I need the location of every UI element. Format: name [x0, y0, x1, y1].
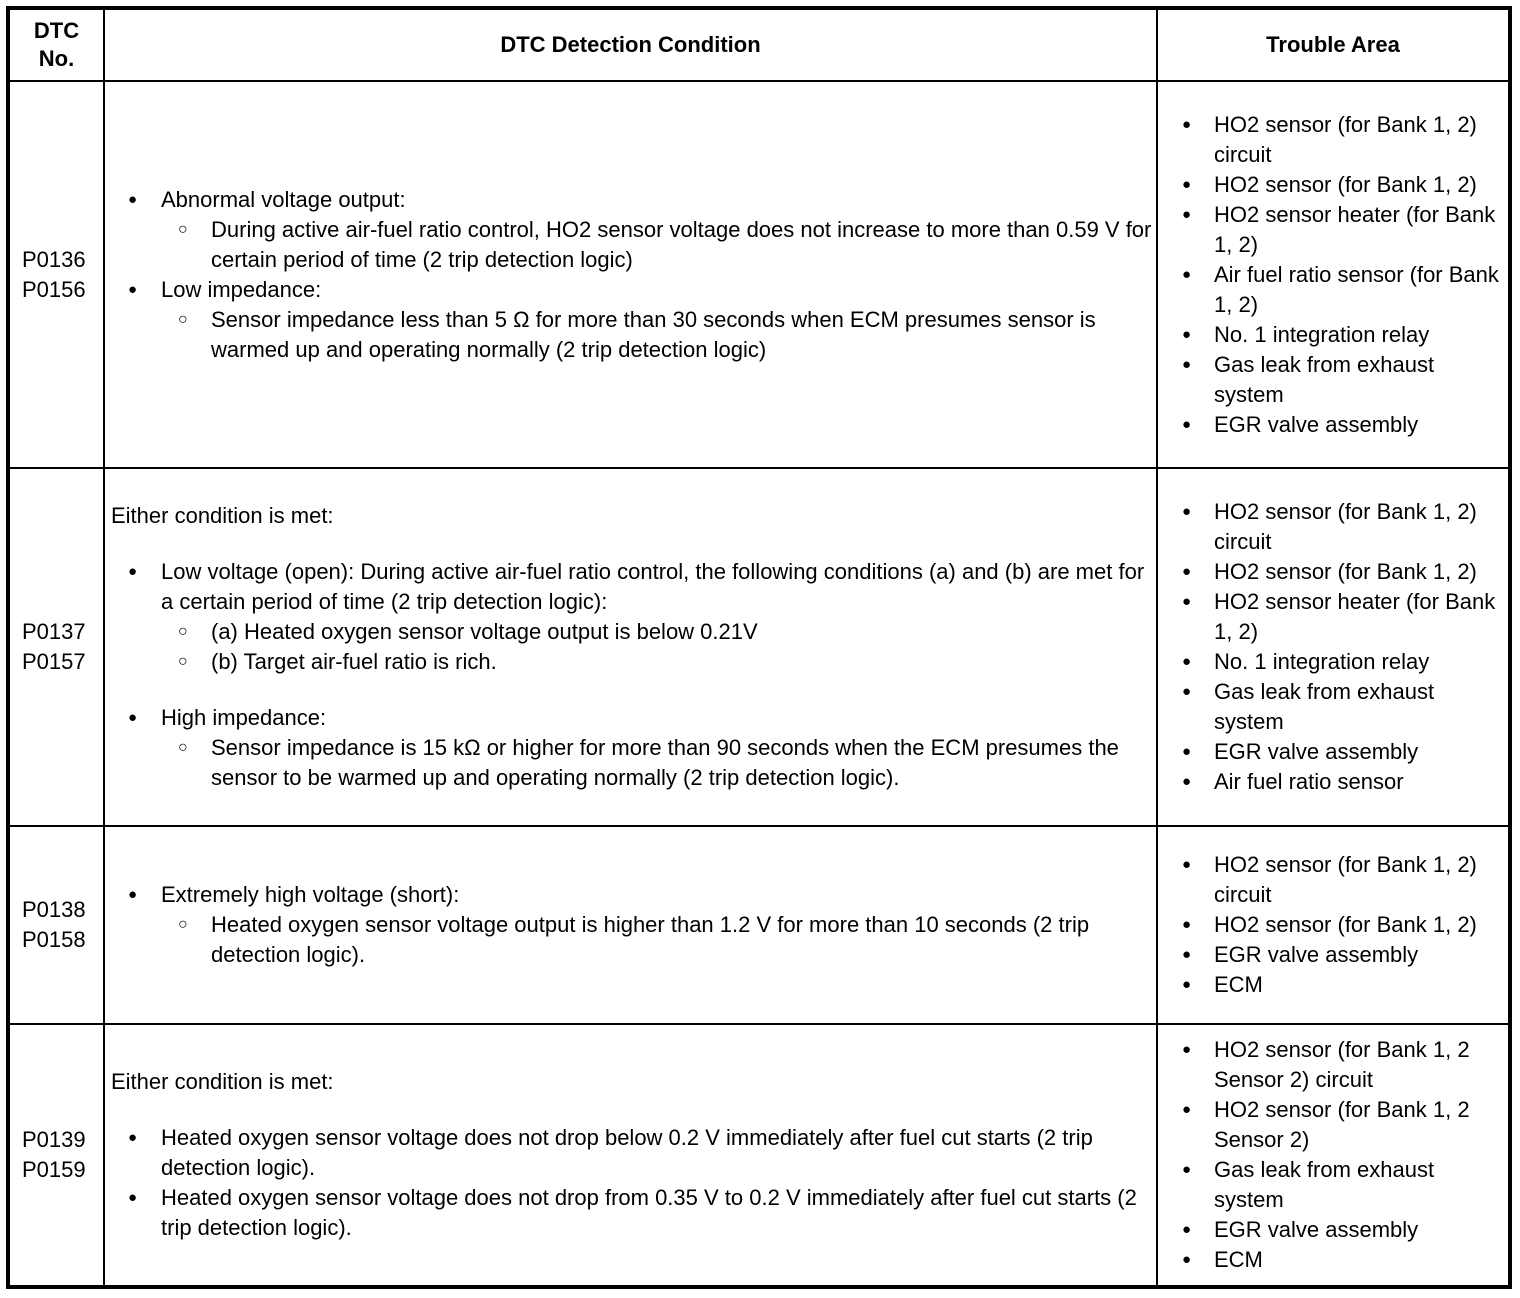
condition-text: Low impedance:: [161, 276, 322, 302]
bullet-filled-icon: ●: [128, 1189, 138, 1206]
trouble-area-text: EGR valve assembly: [1214, 1217, 1419, 1242]
trouble-area-text: HO2 sensor (for Bank 1, 2 Sensor 2) circuit: [1214, 1037, 1470, 1092]
dtc-codes-cell: [8, 468, 104, 826]
dtc-code: P0139: [22, 1127, 86, 1152]
bullet-filled-icon: ●: [1182, 653, 1192, 670]
trouble-area-item: [1162, 767, 1506, 797]
trouble-area-text: HO2 sensor (for Bank 1, 2 Sensor 2): [1214, 1097, 1470, 1152]
trouble-area-list: [1162, 110, 1506, 440]
trouble-area-text: HO2 sensor (for Bank 1, 2) circuit: [1214, 852, 1477, 907]
trouble-area-text: HO2 sensor (for Bank 1, 2): [1214, 559, 1477, 584]
bullet-filled-icon: ●: [1182, 563, 1192, 580]
trouble-area-item: [1162, 320, 1506, 350]
dtc-codes-cell: [8, 81, 104, 468]
bullet-filled-icon: ●: [1182, 1221, 1192, 1238]
condition-intro: Either condition is met:: [111, 1069, 334, 1094]
trouble-area-item: [1162, 260, 1506, 320]
table-row: [8, 1024, 1510, 1287]
bullet-filled-icon: ●: [1182, 683, 1192, 700]
sub-condition-list: [161, 733, 1152, 793]
sub-condition-list: [161, 910, 1152, 970]
sub-condition-text: (b) Target air-fuel ratio is rich.: [211, 649, 497, 674]
bullet-filled-icon: ●: [128, 886, 138, 903]
bullet-filled-icon: ●: [1182, 503, 1192, 520]
trouble-area-text: Air fuel ratio sensor (for Bank 1, 2): [1214, 261, 1499, 317]
dtc-code: P0137: [22, 619, 86, 644]
trouble-area-list: [1162, 1035, 1506, 1275]
trouble-area-item: [1162, 587, 1506, 647]
condition-list: [111, 557, 1152, 793]
bullet-filled-icon: ●: [1182, 743, 1192, 760]
sub-condition-text: Sensor impedance less than 5 Ω for more than 30 seconds when ECM presumes sensor is warmed up and operating normally (2 trip detection logic): [211, 306, 1096, 362]
sub-condition-text: Sensor impedance is 15 kΩ or higher for more than 90 seconds when the ECM presumes the sensor to be warmed up and operating normally (2 trip detection logic).: [211, 735, 1119, 790]
trouble-area-item: [1162, 410, 1506, 440]
header-row: [8, 8, 1510, 81]
bullet-filled-icon: ●: [1182, 976, 1192, 993]
trouble-area-text: ECM: [1214, 972, 1263, 997]
condition-item: [111, 1123, 1152, 1183]
trouble-area-item: [1162, 910, 1506, 940]
sub-condition-item: [111, 910, 1152, 970]
bullet-filled-icon: ●: [128, 563, 138, 580]
bullet-filled-icon: ●: [1182, 1101, 1192, 1118]
condition-text: High impedance:: [161, 705, 327, 730]
bullet-filled-icon: ●: [128, 709, 138, 726]
sub-condition-list: [161, 215, 1152, 275]
trouble-area-text: HO2 sensor (for Bank 1, 2): [1214, 912, 1477, 937]
detection-condition-cell: [104, 826, 1157, 1024]
trouble-area-item: [1162, 1245, 1506, 1275]
trouble-area-text: HO2 sensor (for Bank 1, 2): [1214, 171, 1477, 197]
trouble-area-text: EGR valve assembly: [1214, 942, 1419, 967]
dtc-code: P0158: [22, 927, 86, 952]
bullet-hollow-icon: ○: [178, 623, 188, 640]
trouble-area-item: [1162, 200, 1506, 260]
trouble-area-item: [1162, 647, 1506, 677]
trouble-area-text: EGR valve assembly: [1214, 411, 1419, 437]
bullet-hollow-icon: ○: [178, 739, 188, 756]
sub-condition-item: [111, 305, 1152, 365]
table-row: [8, 81, 1510, 468]
condition-item: [111, 275, 1152, 365]
sub-condition-list: [161, 305, 1152, 365]
condition-list: [111, 880, 1152, 970]
trouble-area-cell: [1157, 826, 1510, 1024]
detection-condition-cell: [104, 468, 1157, 826]
trouble-area-item: [1162, 1155, 1506, 1215]
trouble-area-text: HO2 sensor (for Bank 1, 2) circuit: [1214, 499, 1477, 554]
dtc-code: P0159: [22, 1157, 86, 1182]
bullet-filled-icon: ●: [1182, 175, 1192, 193]
sub-condition-text: (a) Heated oxygen sensor voltage output is below 0.21V: [211, 619, 758, 644]
sub-condition-text: During active air-fuel ratio control, HO2 sensor voltage does not increase to more than 0.59 V for certain period of time (2 trip detection logic): [211, 216, 1152, 272]
trouble-area-item: [1162, 557, 1506, 587]
bullet-filled-icon: ●: [1182, 916, 1192, 933]
bullet-filled-icon: ●: [1182, 355, 1192, 373]
bullet-filled-icon: ●: [1182, 325, 1192, 343]
bullet-filled-icon: ●: [1182, 1041, 1192, 1058]
bullet-filled-icon: ●: [1182, 1161, 1192, 1178]
trouble-area-list: [1162, 497, 1506, 797]
bullet-filled-icon: ●: [1182, 593, 1192, 610]
detection-condition-cell: [104, 1024, 1157, 1287]
trouble-area-item: [1162, 737, 1506, 767]
sub-condition-list: [161, 617, 1152, 677]
condition-intro: Either condition is met:: [111, 503, 334, 528]
trouble-area-list: [1162, 850, 1506, 1000]
trouble-area-text: No. 1 integration relay: [1214, 649, 1430, 674]
dtc-code: P0157: [22, 649, 86, 674]
trouble-area-text: EGR valve assembly: [1214, 739, 1419, 764]
condition-item: [111, 880, 1152, 970]
dtc-table: [6, 6, 1512, 1289]
bullet-filled-icon: ●: [1182, 946, 1192, 963]
trouble-area-text: HO2 sensor (for Bank 1, 2) circuit: [1214, 111, 1477, 167]
bullet-hollow-icon: ○: [178, 310, 188, 328]
dtc-code: P0138: [22, 897, 86, 922]
condition-text: Extremely high voltage (short):: [161, 882, 460, 907]
trouble-area-text: HO2 sensor heater (for Bank 1, 2): [1214, 201, 1496, 257]
trouble-area-item: [1162, 497, 1506, 557]
trouble-area-cell: [1157, 468, 1510, 826]
condition-item: [111, 1183, 1152, 1243]
sub-condition-item: [111, 647, 1152, 677]
trouble-area-text: Gas leak from exhaust system: [1214, 1157, 1435, 1212]
bullet-filled-icon: ●: [1182, 1251, 1192, 1268]
trouble-area-item: [1162, 940, 1506, 970]
condition-item: [111, 703, 1152, 793]
condition-item: [111, 557, 1152, 677]
dtc-codes-cell: [8, 826, 104, 1024]
trouble-area-text: Gas leak from exhaust system: [1214, 351, 1435, 407]
trouble-area-item: [1162, 970, 1506, 1000]
bullet-filled-icon: ●: [128, 190, 138, 208]
condition-text: Abnormal voltage output:: [161, 186, 406, 212]
trouble-area-item: [1162, 1035, 1506, 1095]
trouble-area-text: ECM: [1214, 1247, 1263, 1272]
bullet-filled-icon: ●: [1182, 856, 1192, 873]
bullet-hollow-icon: ○: [178, 220, 188, 238]
condition-text: Low voltage (open): During active air-fuel ratio control, the following conditions (a) and (b) are met for a certain period of time (2 trip detection logic):: [161, 559, 1145, 614]
sub-condition-text: Heated oxygen sensor voltage output is higher than 1.2 V for more than 10 seconds (2 trip detection logic).: [211, 912, 1090, 967]
condition-text: Heated oxygen sensor voltage does not drop from 0.35 V to 0.2 V immediately after fuel cut starts (2 trip detection logic).: [161, 1185, 1137, 1240]
header-detection-condition: DTC Detection Condition: [104, 8, 1157, 81]
trouble-area-item: [1162, 350, 1506, 410]
sub-condition-item: [111, 733, 1152, 793]
trouble-area-item: [1162, 1215, 1506, 1245]
trouble-area-text: Air fuel ratio sensor: [1214, 769, 1404, 794]
bullet-filled-icon: ●: [1182, 205, 1192, 223]
bullet-filled-icon: ●: [1182, 115, 1192, 133]
condition-text: Heated oxygen sensor voltage does not drop below 0.2 V immediately after fuel cut starts (2 trip detection logic).: [161, 1125, 1093, 1180]
trouble-area-cell: [1157, 1024, 1510, 1287]
sub-condition-item: [111, 617, 1152, 647]
condition-list: [111, 1123, 1152, 1243]
condition-list: [111, 185, 1152, 365]
trouble-area-item: [1162, 110, 1506, 170]
bullet-filled-icon: ●: [128, 1129, 138, 1146]
trouble-area-item: [1162, 170, 1506, 200]
dtc-code: P0136: [22, 246, 86, 272]
trouble-area-item: [1162, 677, 1506, 737]
bullet-filled-icon: ●: [1182, 773, 1192, 790]
trouble-area-text: No. 1 integration relay: [1214, 321, 1430, 347]
trouble-area-cell: [1157, 81, 1510, 468]
dtc-code: P0156: [22, 276, 86, 302]
header-trouble-area: Trouble Area: [1157, 8, 1510, 81]
bullet-hollow-icon: ○: [178, 653, 188, 670]
bullet-hollow-icon: ○: [178, 916, 188, 933]
header-dtc-no: DTC No.: [8, 8, 104, 81]
trouble-area-item: [1162, 850, 1506, 910]
detection-condition-cell: [104, 81, 1157, 468]
table-row: [8, 826, 1510, 1024]
condition-item: [111, 185, 1152, 275]
table-row: [8, 468, 1510, 826]
bullet-filled-icon: ●: [1182, 415, 1192, 433]
trouble-area-text: HO2 sensor heater (for Bank 1, 2): [1214, 589, 1496, 644]
trouble-area-item: [1162, 1095, 1506, 1155]
bullet-filled-icon: ●: [1182, 265, 1192, 283]
dtc-codes-cell: [8, 1024, 104, 1287]
trouble-area-text: Gas leak from exhaust system: [1214, 679, 1435, 734]
sub-condition-item: [111, 215, 1152, 275]
bullet-filled-icon: ●: [128, 280, 138, 298]
